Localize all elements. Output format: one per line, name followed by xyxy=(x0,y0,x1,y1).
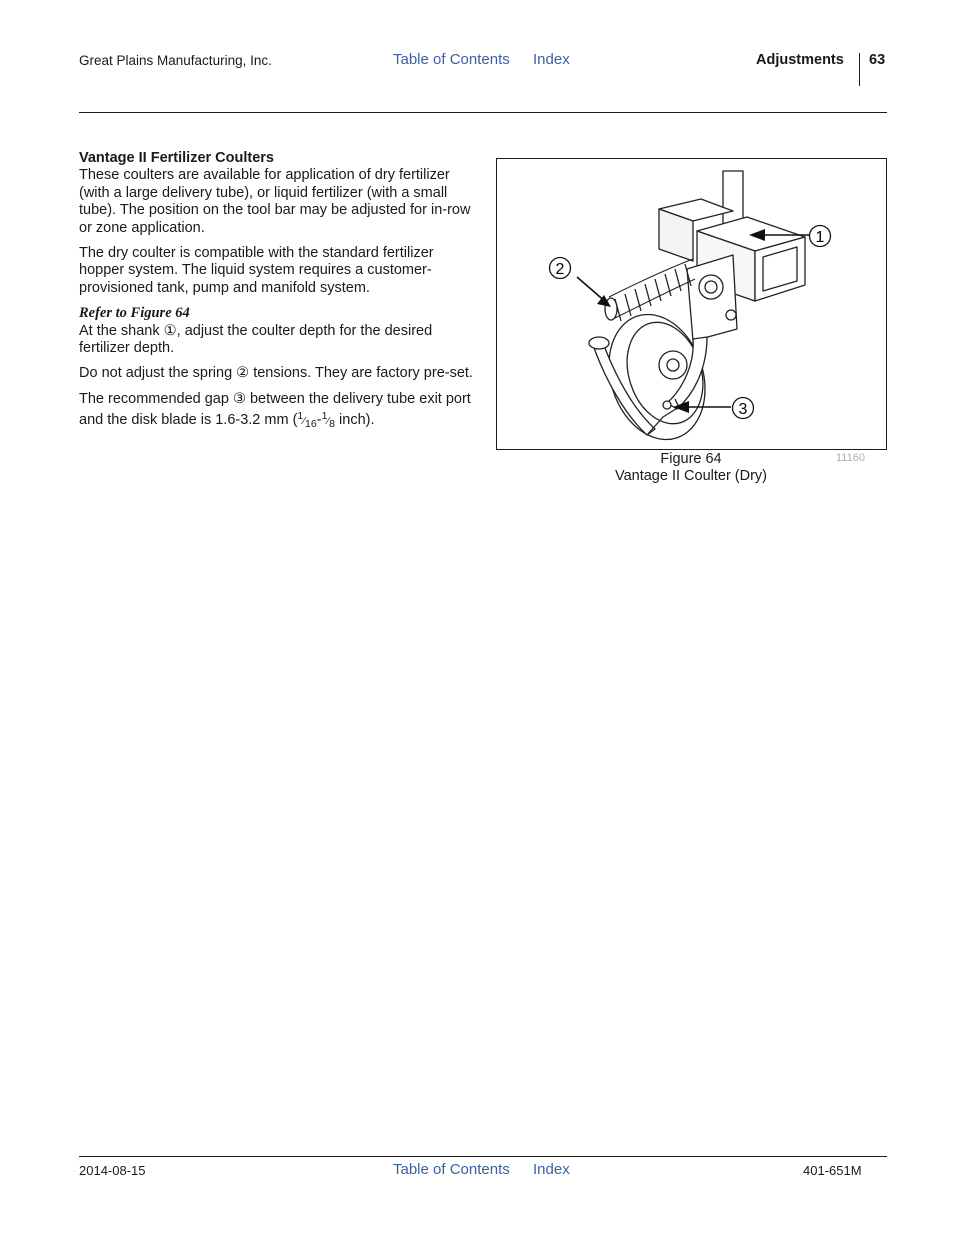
paragraph-compatibility: The dry coulter is compatible with the standard fertilizer hopper system. The liquid system requires a customer-provisioned tank, pump and manifold system. xyxy=(79,245,434,296)
paragraph-availability: These coulters are available for application of dry fertilizer (with a large delivery tube), or liquid fertilizer (with a small tube). The position on the tool bar may be adjusted for in-row or zone application. xyxy=(79,167,471,236)
callout-3-label: 3 xyxy=(738,401,748,418)
disk-hub xyxy=(659,351,687,379)
figure-caption: Vantage II Coulter (Dry) xyxy=(614,468,768,484)
header-rule xyxy=(79,112,887,113)
delivery-tube-inlet xyxy=(589,337,609,349)
figure-image-id: 11160 xyxy=(836,452,865,464)
content-column xyxy=(79,150,474,442)
gap-text-start: The recommended gap ③ between the delivery tube exit port and the disk blade is 1.6-3.2 mm ( xyxy=(79,390,471,429)
paragraph-gap: The recommended gap ③ between the delivery tube exit port and the disk blade is 1.6-3.2 mm ($^1⁄_{16}-^1⁄_8$ inch). xyxy=(79,390,471,431)
footer-toc-link[interactable]: Table of Contents xyxy=(393,1161,510,1178)
page-number: 63 xyxy=(869,52,886,68)
fraction-sixteenth: $^1⁄_{16}$ xyxy=(297,410,317,431)
section-title: Adjustments xyxy=(756,52,844,68)
footer-date: 2014-08-15 xyxy=(79,1163,146,1178)
company-name: Great Plains Manufacturing, Inc. xyxy=(79,53,272,68)
header-toc-link[interactable]: Table of Contents xyxy=(393,51,510,68)
footer-rule xyxy=(79,1156,887,1157)
fraction-eighth: $^1⁄_8$ xyxy=(321,410,336,431)
footer-doc-number: 401-651M xyxy=(803,1163,862,1178)
footer-index-link[interactable]: Index xyxy=(533,1161,570,1178)
section-heading: Vantage II Fertilizer Coulters xyxy=(79,150,274,166)
header-index-link[interactable]: Index xyxy=(533,51,570,68)
callout-2-label: 2 xyxy=(555,261,565,278)
spring xyxy=(605,259,695,321)
figure-number: Figure 64 xyxy=(660,451,722,467)
pivot-hub xyxy=(699,275,723,299)
paragraph-shank: At the shank ①, adjust the coulter depth for the desired fertilizer depth. xyxy=(79,322,433,357)
coulter-illustration xyxy=(497,159,886,449)
figure-reference: Refer to Figure 64 xyxy=(79,305,190,322)
header-divider xyxy=(859,53,860,86)
figure-frame xyxy=(496,158,887,450)
callout-1-label: 1 xyxy=(815,229,825,246)
gap-text-end: inch). xyxy=(335,412,375,429)
paragraph-spring: Do not adjust the spring ② tensions. They are factory pre-set. xyxy=(79,365,473,382)
